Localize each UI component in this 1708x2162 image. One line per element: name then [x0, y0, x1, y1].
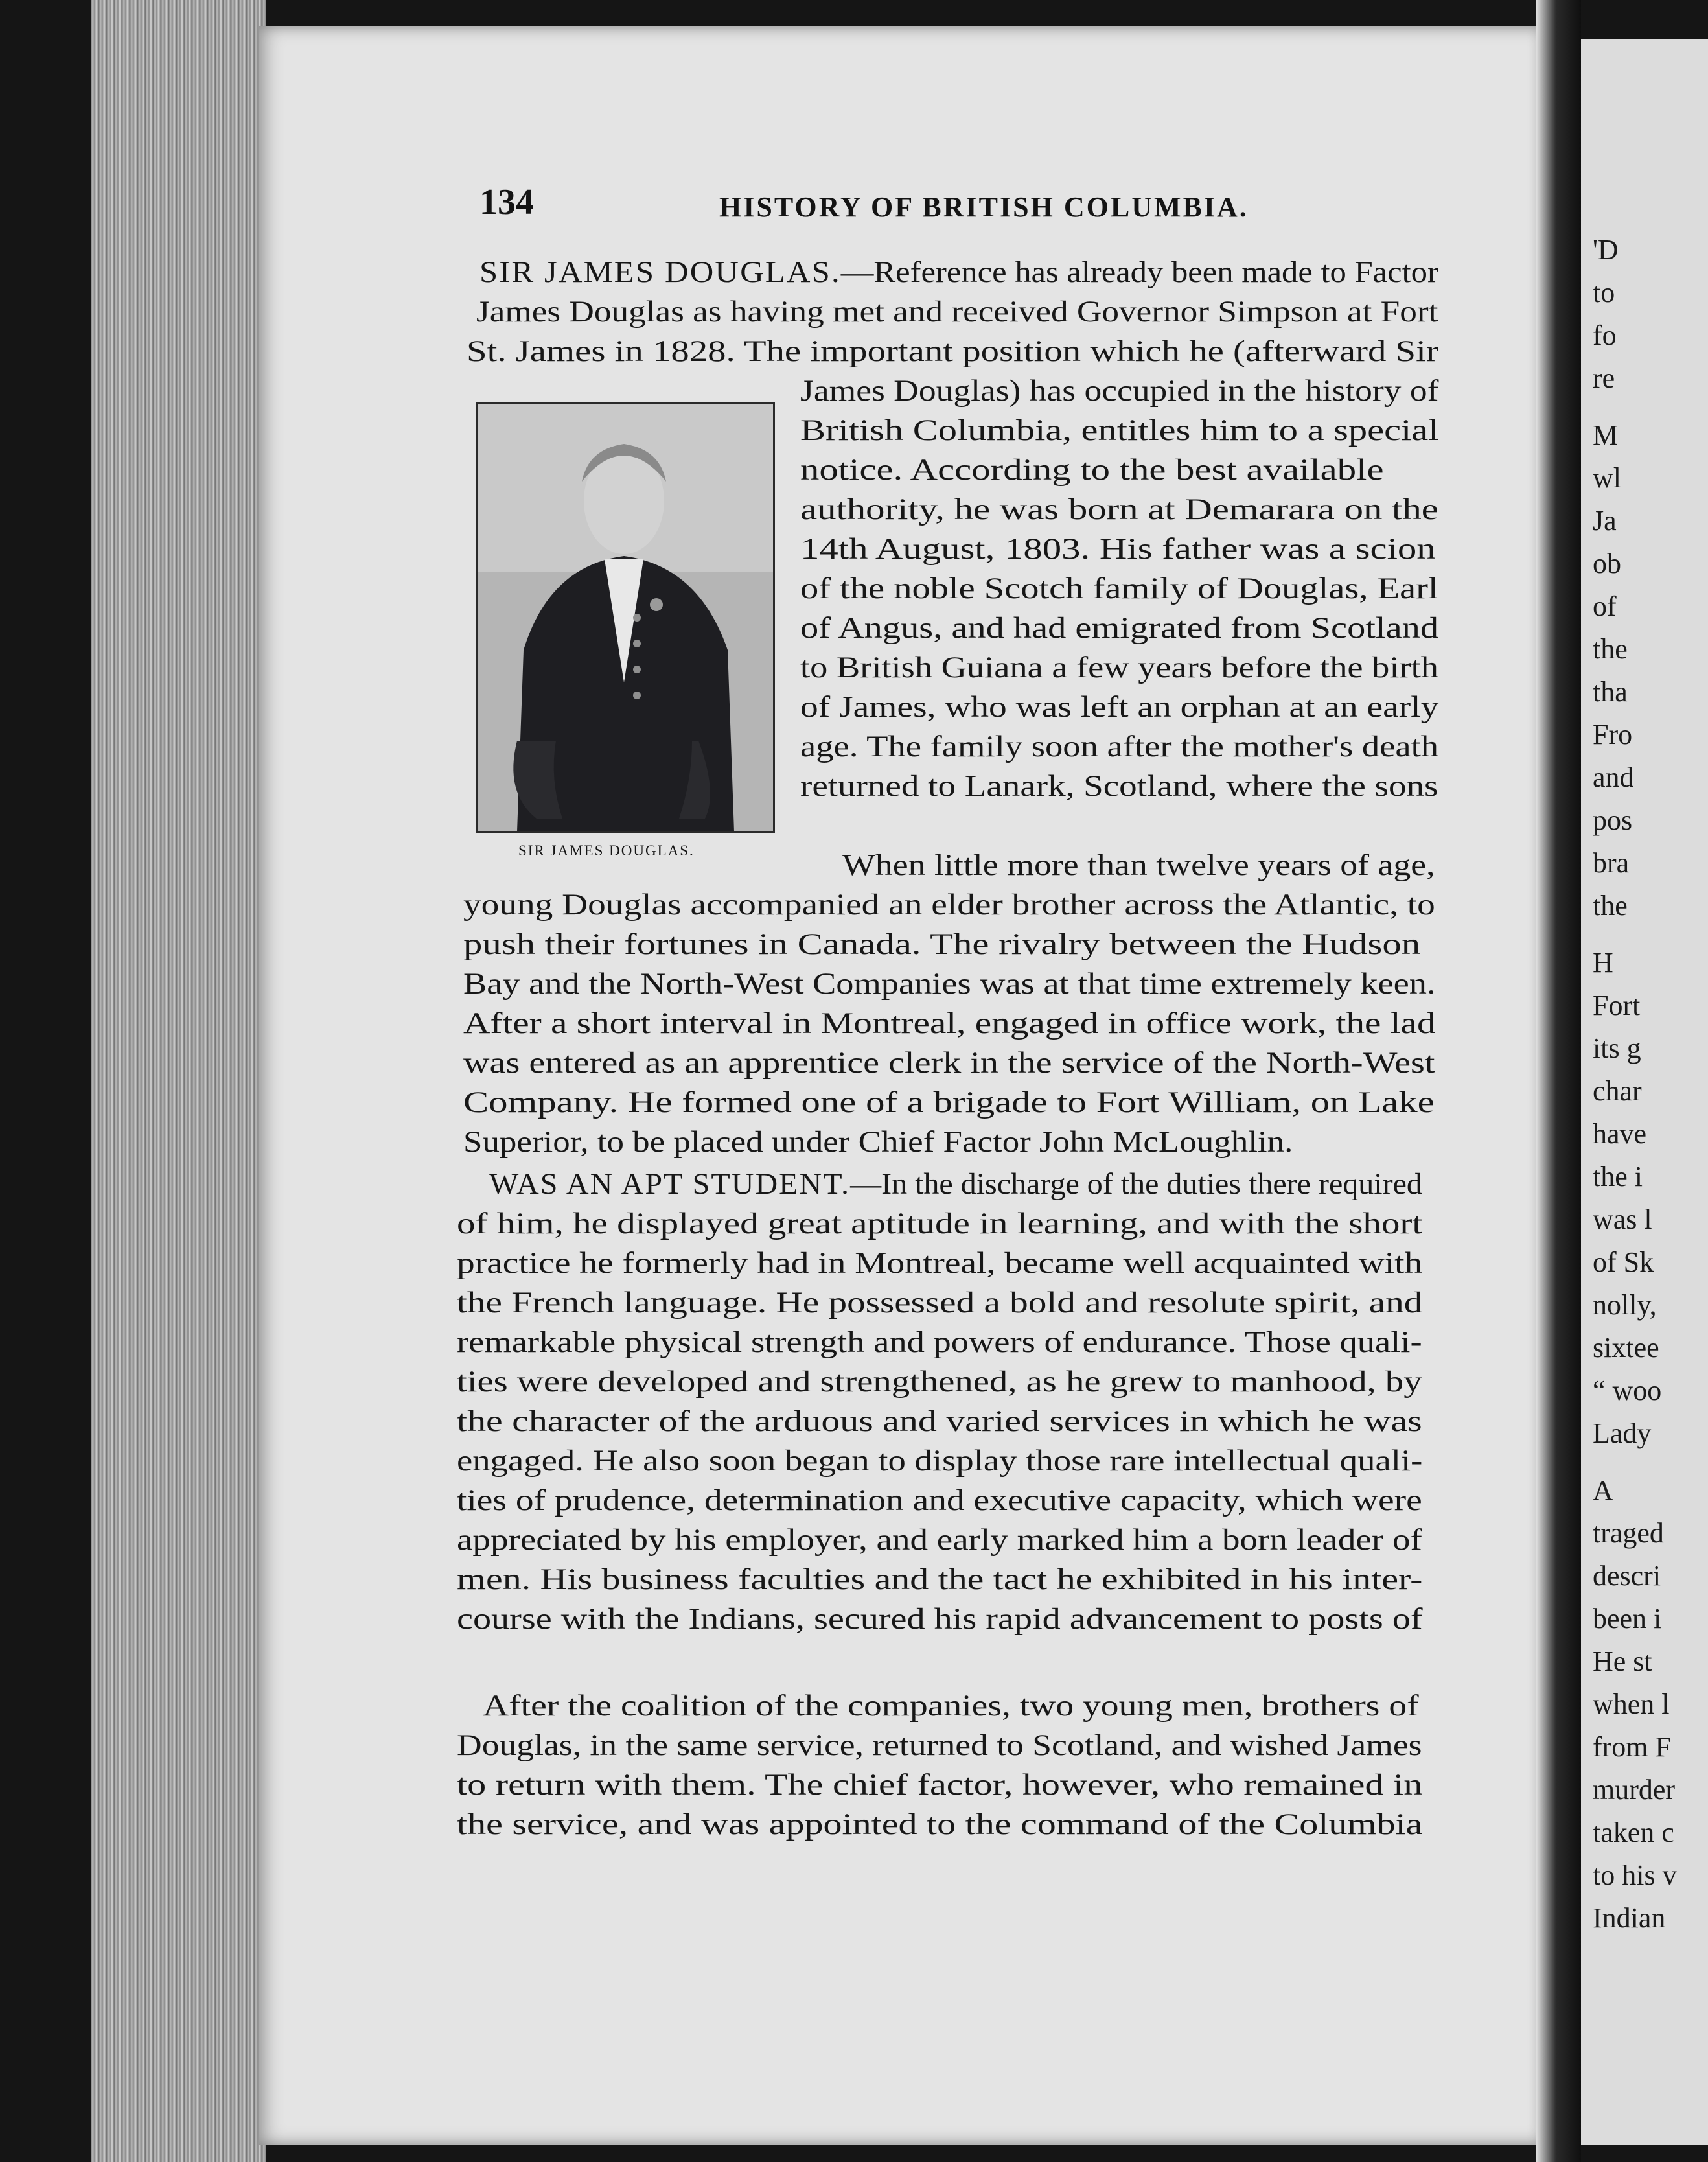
portrait-illustration: [478, 404, 773, 831]
page-stack-edge: [91, 0, 266, 2162]
text-line: the service, and was appointed to the command of the Columbia: [457, 1807, 1423, 1841]
text-line: age. The family soon after the mother's death: [800, 730, 1439, 763]
text-line: James Douglas) has occupied in the history of: [800, 374, 1439, 408]
text-line: Douglas, in the same service, returned to Scotland, and wished James: [457, 1728, 1422, 1762]
facing-page-fragment: when l: [1593, 1688, 1670, 1720]
text-run: —Reference has already been made to Factor: [840, 255, 1438, 289]
text-run: —In the discharge of the duties there required: [850, 1167, 1422, 1201]
text-line: to return with them. The chief factor, however, who remained in: [457, 1768, 1423, 1802]
facing-page-fragment: taken c: [1593, 1817, 1674, 1848]
facing-page-fragment: Indian: [1593, 1902, 1666, 1934]
text-line: of the noble Scotch family of Douglas, Earl: [800, 572, 1438, 605]
text-line: of Angus, and had emigrated from Scotland: [800, 611, 1439, 645]
text-line: 14th August, 1803. His father was a scion: [800, 532, 1436, 566]
facing-page-fragment: bra: [1593, 847, 1630, 879]
text-line: authority, he was born at Demarara on the: [800, 493, 1438, 526]
facing-page-fragment: H: [1593, 947, 1613, 979]
facing-page-fragment: char: [1593, 1075, 1642, 1107]
facing-page-fragment: Fro: [1593, 719, 1633, 750]
facing-page-fragment: He st: [1593, 1645, 1652, 1677]
facing-page-fragment: wl: [1593, 462, 1621, 494]
text-line: was entered as an apprentice clerk in the service of the North-West: [463, 1046, 1435, 1080]
facing-page-fragment: nolly,: [1593, 1289, 1657, 1321]
text-line: ties of prudence, determination and executive capacity, which were: [457, 1483, 1422, 1517]
facing-page-fragment: of: [1593, 590, 1617, 622]
facing-page-fragment: was l: [1593, 1203, 1652, 1235]
text-line: practice he formerly had in Montreal, became well acquainted with: [457, 1246, 1423, 1280]
facing-page-fragment: its g: [1593, 1032, 1641, 1064]
page-header: [479, 181, 1451, 233]
text-line: Company. He formed one of a brigade to Fort William, on Lake: [463, 1086, 1435, 1119]
text-line: Bay and the North-West Companies was at that time extremely keen.: [463, 967, 1436, 1001]
portrait-image: [476, 402, 775, 833]
text-line: [489, 1165, 1422, 1203]
portrait-caption: SIR JAMES DOUGLAS.: [518, 843, 695, 859]
text-line: British Columbia, entitles him to a special: [800, 413, 1439, 447]
text-line: of James, who was left an orphan at an early: [800, 690, 1439, 724]
running-head: HISTORY OF BRITISH COLUMBIA.: [719, 191, 1249, 223]
text-line: push their fortunes in Canada. The rivalry between the Hudson: [463, 927, 1421, 961]
text-line: After the coalition of the companies, two young men, brothers of: [483, 1689, 1419, 1723]
facing-page-fragment: the: [1593, 633, 1628, 665]
facing-page-fragment: fo: [1593, 320, 1617, 351]
facing-page-fragment: traged: [1593, 1517, 1664, 1549]
text-line: appreciated by his employer, and early marked him a born leader of: [457, 1523, 1422, 1557]
text-line: notice. According to the best available: [800, 453, 1384, 487]
text-line: St. James in 1828. The important position which he (afterward Sir: [467, 334, 1438, 368]
text-line: the French language. He possessed a bold and resolute spirit, and: [457, 1286, 1423, 1319]
facing-page-fragment: 'D: [1593, 234, 1619, 266]
text-line: of him, he displayed great aptitude in learning, and with the short: [457, 1207, 1423, 1240]
facing-page-fragment: the i: [1593, 1161, 1643, 1192]
facing-page-fragment: and: [1593, 761, 1634, 793]
facing-page-fragment: “ woo: [1593, 1375, 1662, 1406]
facing-page-fragment: to: [1593, 277, 1615, 308]
book-gutter: [1536, 0, 1581, 2162]
facing-page-fragment: Ja: [1593, 505, 1617, 537]
text-line: course with the Indians, secured his rapid advancement to posts of: [457, 1602, 1423, 1636]
text-line: James Douglas as having met and received Governor Simpson at Fort: [476, 295, 1438, 329]
section-heading: SIR JAMES DOUGLAS.: [479, 255, 841, 289]
text-line: young Douglas accompanied an elder brother across the Atlantic, to: [463, 888, 1435, 922]
facing-page-fragment: Fort: [1593, 990, 1641, 1021]
text-line: the character of the arduous and varied services in which he was: [457, 1404, 1422, 1438]
facing-page-fragment: tha: [1593, 676, 1628, 708]
text-line: ties were developed and strengthened, as he grew to manhood, by: [457, 1365, 1422, 1399]
facing-page-fragment: the: [1593, 890, 1628, 922]
facing-page-fragment: of Sk: [1593, 1246, 1654, 1278]
section-heading: WAS AN APT STUDENT.: [489, 1167, 851, 1201]
text-line: to British Guiana a few years before the birth: [800, 651, 1438, 684]
text-line: Superior, to be placed under Chief Factor John McLoughlin.: [463, 1125, 1293, 1159]
text-line: After a short interval in Montreal, engaged in office work, the lad: [463, 1006, 1436, 1040]
facing-page-fragment: sixtee: [1593, 1332, 1659, 1364]
facing-page-fragment: murder: [1593, 1774, 1676, 1806]
facing-page-fragment: from F: [1593, 1731, 1671, 1763]
facing-page-fragment: ob: [1593, 548, 1621, 579]
text-line: remarkable physical strength and powers of endurance. Those quali-: [457, 1325, 1422, 1359]
text-line: engaged. He also soon began to display those rare intellectual quali-: [457, 1444, 1423, 1478]
text-line: returned to Lanark, Scotland, where the sons: [800, 769, 1438, 803]
facing-page-fragment: Lady: [1593, 1417, 1652, 1449]
facing-page-fragment: been i: [1593, 1603, 1662, 1634]
facing-page-fragment: to his v: [1593, 1859, 1677, 1891]
facing-page-fragment: M: [1593, 419, 1619, 451]
text-line: men. His business faculties and the tact he exhibited in his inter-: [457, 1563, 1423, 1596]
facing-page-fragment: descri: [1593, 1560, 1661, 1592]
facing-page-fragment: pos: [1593, 804, 1633, 836]
facing-page-fragment: A: [1593, 1474, 1613, 1506]
facing-page: [1581, 39, 1708, 2145]
facing-page-fragment: have: [1593, 1118, 1647, 1150]
facing-page-fragment: re: [1593, 362, 1615, 394]
page-number: 134: [479, 182, 534, 222]
text-line: When little more than twelve years of age,: [842, 848, 1435, 882]
text-line: [479, 253, 1438, 292]
